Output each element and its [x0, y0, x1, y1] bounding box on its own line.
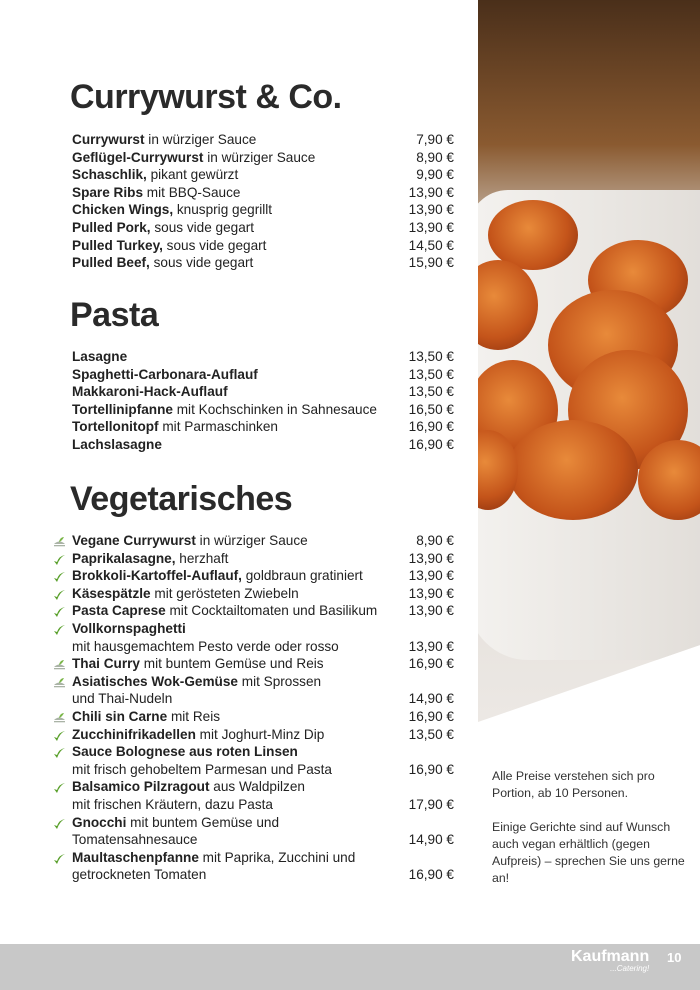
vegetarian-leaf-icon [53, 588, 66, 600]
item-price: 16,90 € [408, 419, 454, 435]
item-name: Tortellonitopf [72, 419, 159, 435]
item-name: Spare Ribs [72, 184, 144, 200]
item-name: Maultaschenpfanne [72, 849, 199, 865]
vegan-icon [53, 711, 66, 723]
menu-item [72, 366, 454, 384]
item-price: 13,50 € [408, 349, 454, 364]
vegan-icon [53, 658, 66, 670]
menu-list-pasta [72, 348, 454, 454]
logo-tagline: ...Catering! [610, 964, 650, 973]
item-name: Pulled Pork, [72, 219, 151, 235]
menu-item [72, 401, 454, 419]
item-price: 13,90 € [408, 202, 454, 218]
item-name: Chili sin Carne [72, 708, 168, 724]
menu-item [72, 673, 454, 691]
item-price: 14,50 € [408, 237, 454, 253]
menu-item-continued [72, 831, 454, 849]
item-description-line2: mit hausgemachtem Pesto verde oder rosso [72, 638, 339, 654]
item-description: in würziger Sauce [195, 533, 308, 548]
vegetarian-leaf-icon [53, 746, 66, 758]
item-price: 17,90 € [408, 796, 454, 812]
vegetarian-leaf-icon [53, 553, 66, 565]
item-price: 13,90 € [408, 603, 454, 619]
item-price: 16,90 € [408, 708, 454, 724]
item-price: 13,50 € [408, 726, 454, 742]
vegan-icon [53, 535, 66, 547]
item-description: mit Cocktailtomaten und Basilikum [165, 603, 378, 619]
item-description: mit BBQ-Sauce [143, 184, 241, 200]
item-description: mit Parmaschinken [158, 419, 278, 435]
vegetarian-leaf-icon [53, 729, 66, 741]
menu-item [72, 532, 454, 550]
vegetarian-leaf-icon [53, 605, 66, 617]
menu-list-vegetarisches [72, 532, 454, 884]
item-price: 13,90 € [408, 184, 454, 200]
item-name: Balsamico Pilzragout [72, 779, 210, 795]
section-title-vegetarisches: Vegetarisches [70, 480, 293, 518]
item-description: sous vide gegart [162, 237, 267, 253]
menu-item-continued [72, 638, 454, 656]
vegetarian-leaf-icon [53, 852, 66, 864]
item-description-line2: mit frisch gehobeltem Parmesan und Pasta [72, 761, 332, 777]
item-name: Asiatisches Wok-Gemüse [72, 673, 238, 689]
item-description: pikant gewürzt [146, 167, 239, 183]
item-description: mit Sprossen [237, 673, 322, 689]
menu-item [72, 550, 454, 568]
item-name: Pulled Turkey, [72, 237, 163, 253]
item-name: Zucchinifrikadellen [72, 726, 196, 742]
item-price: 16,90 € [408, 761, 454, 777]
item-name: Chicken Wings, [72, 202, 174, 218]
menu-item [72, 778, 454, 796]
kaufmann-logo [571, 948, 649, 973]
menu-item [72, 620, 454, 638]
item-name: Paprikalasagne, [72, 550, 176, 566]
item-description: mit Paprika, Zucchini und [198, 849, 356, 865]
menu-item [72, 219, 454, 237]
item-name: Tortellinipfanne [72, 401, 173, 417]
item-price: 9,90 € [416, 167, 454, 183]
section-title-currywurst: Currywurst & Co. [70, 78, 342, 116]
menu-item [72, 149, 454, 167]
menu-item [72, 436, 454, 454]
item-description: sous vide gegart [150, 219, 255, 235]
vegetarian-leaf-icon [53, 623, 66, 635]
menu-item [72, 383, 454, 401]
menu-item [72, 237, 454, 255]
item-description-line2: und Thai-Nudeln [72, 691, 173, 707]
menu-item-continued [72, 866, 454, 884]
menu-item [72, 254, 454, 272]
item-name: Vollkornspaghetti [72, 620, 186, 636]
item-name: Makkaroni-Hack-Auflauf [72, 384, 228, 400]
price-note [492, 768, 692, 887]
item-description: mit Joghurt-Minz Dip [195, 726, 325, 742]
item-name: Käsespätzle [72, 585, 151, 601]
page-number: 10 [667, 950, 682, 965]
item-description: goldbraun gratiniert [241, 568, 363, 584]
menu-item [72, 418, 454, 436]
item-description: mit gerösteten Zwiebeln [150, 585, 299, 601]
vegetarian-leaf-icon [53, 817, 66, 829]
item-price: 13,90 € [408, 550, 454, 566]
menu-item [72, 184, 454, 202]
item-name: Gnocchi [72, 814, 127, 830]
note-vegan: Einige Gerichte sind auf Wunsch auch vegan erhältlich (gegen Aufpreis) – sprechen Sie uns gerne an! [492, 820, 685, 885]
item-price: 15,90 € [408, 255, 454, 271]
item-description: herzhaft [175, 550, 229, 566]
item-price: 13,90 € [408, 638, 454, 654]
item-price: 16,90 € [408, 867, 454, 883]
menu-item [72, 567, 454, 585]
item-price: 14,90 € [408, 832, 454, 848]
item-price: 16,90 € [408, 436, 454, 452]
menu-item [72, 655, 454, 673]
item-price: 7,90 € [416, 132, 454, 147]
menu-item [72, 708, 454, 726]
section-title-pasta: Pasta [70, 296, 159, 334]
item-name: Pasta Caprese [72, 603, 166, 619]
item-price: 13,90 € [408, 585, 454, 601]
item-price: 13,50 € [408, 384, 454, 400]
menu-item [72, 602, 454, 620]
menu-item [72, 201, 454, 219]
menu-item [72, 849, 454, 867]
vegetarian-leaf-icon [53, 570, 66, 582]
item-name: Brokkoli-Kartoffel-Auflauf, [72, 568, 242, 584]
item-description-line2: getrockneten Tomaten [72, 867, 207, 883]
item-description: mit Reis [167, 708, 221, 724]
item-name: Lachslasagne [72, 436, 162, 452]
item-price: 16,50 € [408, 401, 454, 417]
menu-list-currywurst [72, 131, 454, 272]
item-name: Vegane Currywurst [72, 533, 196, 548]
menu-item-continued [72, 761, 454, 779]
item-name: Lasagne [72, 349, 128, 364]
menu-item [72, 814, 454, 832]
item-name: Currywurst [72, 132, 145, 147]
item-description: knusprig gegrillt [173, 202, 273, 218]
item-name: Geflügel-Currywurst [72, 149, 204, 165]
item-description: sous vide gegart [149, 255, 254, 271]
item-price: 14,90 € [408, 691, 454, 707]
item-price: 13,90 € [408, 219, 454, 235]
currywurst-photo [478, 0, 700, 722]
item-description: mit Kochschinken in Sahnesauce [172, 401, 377, 417]
item-price: 16,90 € [408, 656, 454, 672]
menu-item [72, 726, 454, 744]
menu-item [72, 348, 454, 366]
item-description: mit buntem Gemüse und Reis [139, 656, 324, 672]
vegan-icon [53, 676, 66, 688]
item-price: 13,50 € [408, 366, 454, 382]
item-price: 8,90 € [416, 149, 454, 165]
menu-item [72, 743, 454, 761]
item-description: mit buntem Gemüse und [126, 814, 280, 830]
item-description: in würziger Sauce [203, 149, 316, 165]
item-name: Sauce Bolognese aus roten Linsen [72, 744, 298, 760]
item-description-line2: mit frischen Kräutern, dazu Pasta [72, 796, 273, 812]
menu-item-continued [72, 796, 454, 814]
item-price: 8,90 € [416, 533, 454, 548]
item-name: Schaschlik, [72, 167, 147, 183]
item-name: Thai Curry [72, 656, 140, 672]
item-price: 13,90 € [408, 568, 454, 584]
menu-item [72, 585, 454, 603]
item-name: Spaghetti-Carbonara-Auflauf [72, 366, 258, 382]
menu-item [72, 131, 454, 149]
item-description: aus Waldpilzen [209, 779, 305, 795]
item-name: Pulled Beef, [72, 255, 150, 271]
menu-item-continued [72, 690, 454, 708]
item-description-line2: Tomatensahnesauce [72, 832, 198, 848]
vegetarian-leaf-icon [53, 781, 66, 793]
note-prices: Alle Preise verstehen sich pro Portion, ab 10 Personen. [492, 769, 655, 800]
logo-text: Kaufmann [571, 948, 650, 965]
item-description: in würziger Sauce [144, 132, 257, 147]
menu-item [72, 166, 454, 184]
